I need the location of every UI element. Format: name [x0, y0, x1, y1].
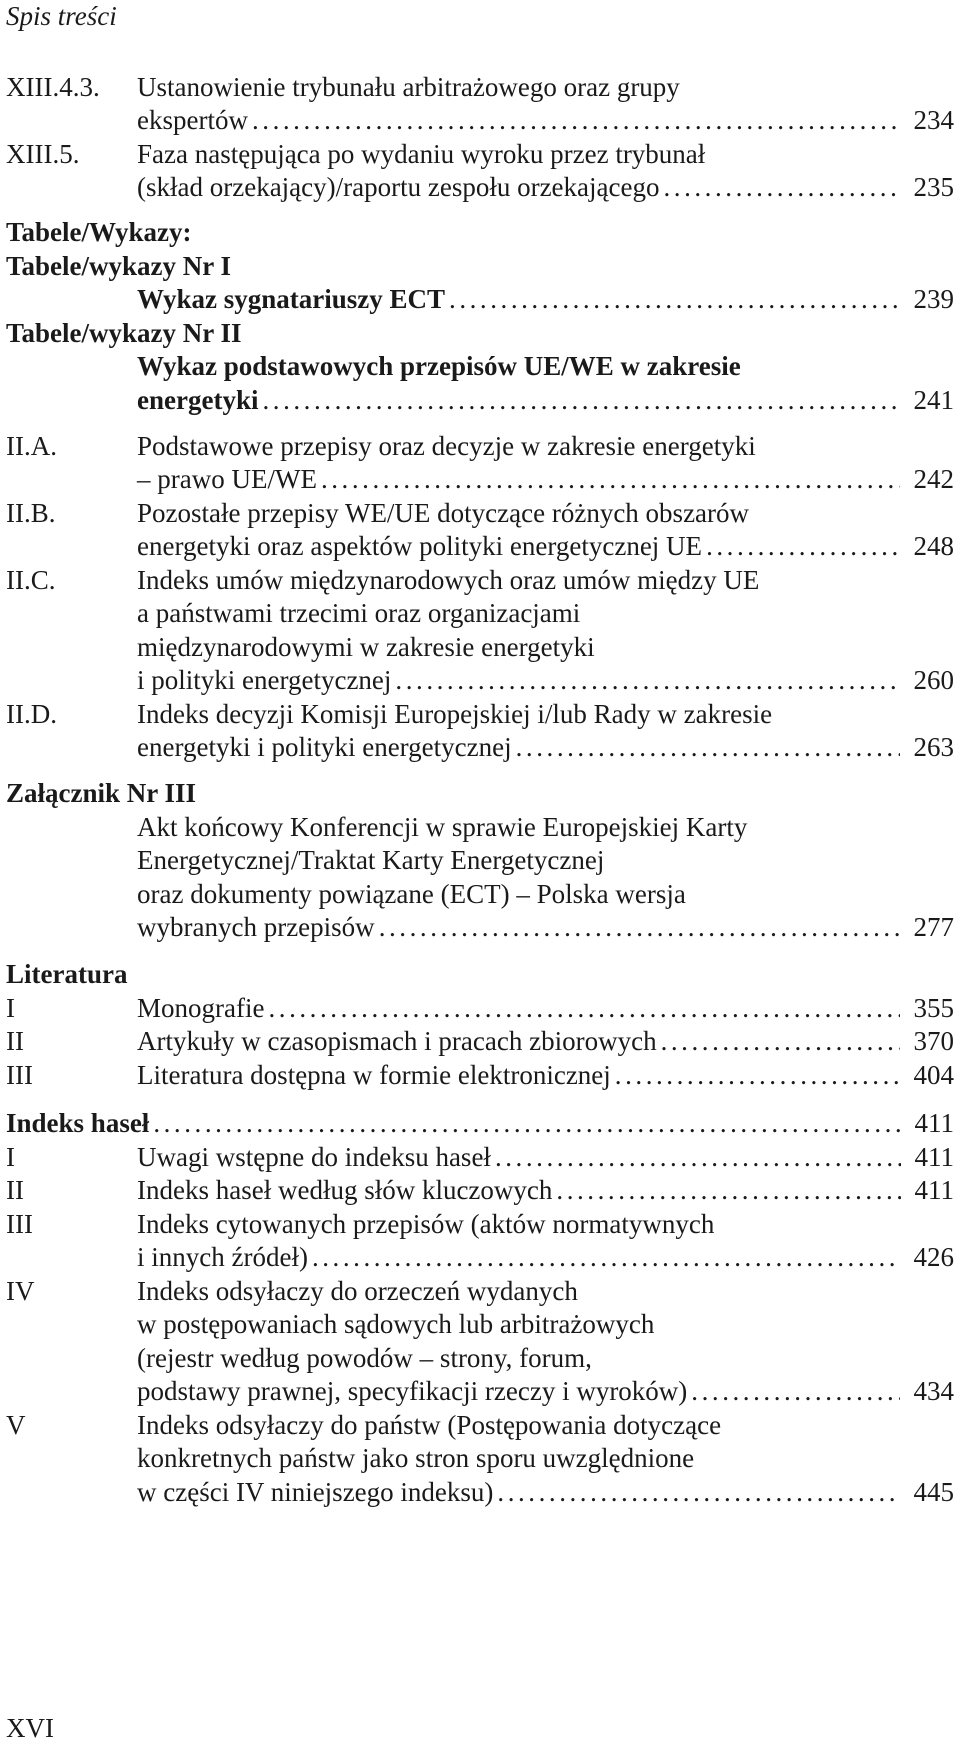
entry-title-cont: międzynarodowymi w zakresie energetyki [137, 632, 595, 662]
entry-title: Monografie [137, 993, 265, 1023]
entry-title: Indeks umów międzynarodowych oraz umów między UE [137, 565, 760, 595]
toc-entry-literatura-i[interactable] [6, 990, 954, 1026]
entry-title: Indeks haseł według słów kluczowych [137, 1175, 553, 1205]
entry-title: Pozostałe przepisy WE/UE dotyczące różnych obszarów [137, 498, 750, 528]
entry-number: XIII.5. [6, 139, 80, 169]
entry-number: V [6, 1410, 26, 1440]
page-number: 277 [913, 912, 954, 942]
toc-entry-wykaz-sygnatariuszy[interactable] [6, 281, 954, 317]
section-heading: Indeks haseł [6, 1108, 150, 1138]
entry-number: II.A. [6, 431, 57, 461]
page-number: 411 [914, 1108, 954, 1138]
toc-entry-literatura-iii[interactable] [6, 1057, 954, 1093]
entry-title: Literatura dostępna w formie elektronicznej [137, 1060, 611, 1090]
entry-number: I [6, 1142, 15, 1172]
dot-leader [391, 662, 899, 698]
dot-leader [264, 990, 899, 1026]
entry-title-cont: (skład orzekający)/raportu zespołu orzekającego [137, 172, 660, 202]
entry-number: II.C. [6, 565, 56, 595]
toc-entry-ii-b-cont[interactable] [6, 528, 954, 564]
page-number: 370 [913, 1026, 954, 1056]
dot-leader [308, 1239, 900, 1275]
entry-title: Akt końcowy Konferencji w sprawie Europejskiej Karty [137, 812, 748, 842]
page-number: 234 [913, 105, 954, 135]
page-number: 355 [913, 993, 954, 1023]
entry-title: Uwagi wstępne do indeksu haseł [137, 1142, 491, 1172]
toc-entry-indeks-hasel[interactable] [6, 1105, 954, 1141]
toc-entry-ii-c-line2[interactable] [6, 595, 954, 631]
entry-title-cont: oraz dokumenty powiązane (ECT) – Polska wersja [137, 879, 686, 909]
subsection-heading: Tabele/wykazy Nr II [6, 318, 242, 348]
page-number: 411 [914, 1175, 954, 1205]
toc-entry-indeks-iv[interactable] [6, 1273, 954, 1309]
section-heading: Załącznik Nr III [6, 778, 197, 808]
dot-leader [512, 729, 900, 765]
dot-leader [445, 281, 899, 317]
dot-leader [552, 1172, 900, 1208]
toc-entry-ii-c-line3[interactable] [6, 629, 954, 665]
subsection-heading-nr2 [6, 315, 954, 351]
entry-title: Indeks odsyłaczy do państw (Postępowania dotyczące [137, 1410, 722, 1440]
entry-number: III [6, 1060, 33, 1090]
toc-entry-ii-a[interactable] [6, 428, 954, 464]
entry-number: II [6, 1175, 24, 1205]
entry-title-cont: wybranych przepisów [137, 912, 375, 942]
dot-leader [659, 169, 899, 205]
page-number: 263 [913, 732, 954, 762]
entry-number: III [6, 1209, 33, 1239]
entry-title-cont: konkretnych państw jako stron sporu uwzględnione [137, 1443, 695, 1473]
dot-leader [258, 382, 899, 418]
entry-title-cont: energetyki i polityki energetycznej [137, 732, 512, 762]
page-footer-number: XVI [6, 1713, 54, 1743]
entry-title-cont: w postępowaniach sądowych lub arbitrażowych [137, 1309, 655, 1339]
entry-title-cont: (rejestr według powodów – strony, forum, [137, 1343, 592, 1373]
page-number: 242 [913, 464, 954, 494]
entry-title-cont: – prawo UE/WE [137, 464, 317, 494]
entry-title: Indeks decyzji Komisji Europejskiej i/lub Rady w zakresie [137, 699, 773, 729]
toc-entry-ii-c-line4[interactable] [6, 662, 954, 698]
toc-entry-indeks-v-line3[interactable] [6, 1474, 954, 1510]
dot-leader [248, 102, 900, 138]
toc-entry-ii-c[interactable] [6, 562, 954, 598]
toc-entry-wykaz-przepisow[interactable] [6, 348, 954, 384]
dot-leader [493, 1474, 899, 1510]
entry-title-cont: podstawy prawnej, specyfikacji rzeczy i wyroków) [137, 1376, 688, 1406]
entry-title-cont: i polityki energetycznej [137, 665, 392, 695]
entry-title-cont: w części IV niniejszego indeksu) [137, 1477, 494, 1507]
toc-entry-indeks-iv-line2[interactable] [6, 1306, 954, 1342]
dot-leader [149, 1105, 900, 1141]
entry-title: Artykuły w czasopismach i pracach zbiorowych [137, 1026, 657, 1056]
entry-title: Wykaz sygnatariuszy ECT [137, 284, 446, 314]
toc-entry-indeks-v[interactable] [6, 1407, 954, 1443]
running-header: Spis treści [6, 1, 117, 31]
page-number: 434 [913, 1376, 954, 1406]
section-heading-zalacznik [6, 775, 954, 811]
entry-title: Wykaz podstawowych przepisów UE/WE w zakresie [137, 351, 741, 381]
entry-title-cont: energetyki oraz aspektów polityki energetycznej UE [137, 531, 703, 561]
subsection-heading-nr1 [6, 248, 954, 284]
entry-title: Podstawowe przepisy oraz decyzje w zakresie energetyki [137, 431, 756, 461]
entry-title-cont: ekspertów [137, 105, 248, 135]
section-heading-tabele [6, 214, 954, 250]
dot-leader [657, 1023, 900, 1059]
toc-entry-xiii-4-3-cont[interactable] [6, 102, 954, 138]
toc-entry-xiii-4-3[interactable] [6, 69, 954, 105]
entry-title: Ustanowienie trybunału arbitrażowego oraz grupy [137, 72, 680, 102]
toc-entry-ii-b[interactable] [6, 495, 954, 531]
toc-entry-indeks-i[interactable] [6, 1139, 954, 1175]
entry-number: II [6, 1026, 24, 1056]
entry-title-cont: a państwami trzecimi oraz organizacjami [137, 598, 581, 628]
entry-title: Indeks cytowanych przepisów (aktów normatywnych [137, 1209, 715, 1239]
section-heading-literatura [6, 956, 954, 992]
section-heading: Literatura [6, 959, 128, 989]
dot-leader [687, 1373, 899, 1409]
toc-entry-indeks-iii-cont[interactable] [6, 1239, 954, 1275]
page-number: 241 [913, 385, 954, 415]
entry-number: IV [6, 1276, 35, 1306]
page-number: 239 [913, 284, 954, 314]
entry-title: Faza następująca po wydaniu wyroku przez trybunał [137, 139, 706, 169]
entry-number: II.D. [6, 699, 57, 729]
dot-leader [491, 1139, 901, 1175]
page-number: 404 [913, 1060, 954, 1090]
toc-entry-indeks-ii[interactable] [6, 1172, 954, 1208]
toc-entry-ii-d-cont[interactable] [6, 729, 954, 765]
page-number: 260 [913, 665, 954, 695]
toc-entry-ii-d[interactable] [6, 696, 954, 732]
entry-title-cont: Energetycznej/Traktat Karty Energetycznej [137, 845, 605, 875]
dot-leader [611, 1057, 900, 1093]
page-number: 235 [913, 172, 954, 202]
toc-entry-wykaz-przepisow-cont[interactable] [6, 382, 954, 418]
toc-entry-akt-koncowy-line2[interactable] [6, 842, 954, 878]
toc-entry-xiii-5-cont[interactable] [6, 169, 954, 205]
toc-entry-akt-koncowy-line4[interactable] [6, 909, 954, 945]
dot-leader [317, 461, 900, 497]
toc-entry-indeks-iv-line3[interactable] [6, 1340, 954, 1376]
subsection-heading: Tabele/wykazy Nr I [6, 251, 232, 281]
entry-title-cont: energetyki [137, 385, 259, 415]
dot-leader [702, 528, 899, 564]
toc-entry-literatura-ii[interactable] [6, 1023, 954, 1059]
toc-entry-xiii-5[interactable] [6, 136, 954, 172]
dot-leader [375, 909, 900, 945]
section-heading: Tabele/Wykazy: [6, 217, 192, 247]
page-number: 411 [914, 1142, 954, 1172]
entry-number: II.B. [6, 498, 56, 528]
toc-entry-indeks-iii[interactable] [6, 1206, 954, 1242]
entry-title: Indeks odsyłaczy do orzeczeń wydanych [137, 1276, 578, 1306]
entry-number: XIII.4.3. [6, 72, 100, 102]
page-number: 445 [913, 1477, 954, 1507]
toc-entry-ii-a-cont[interactable] [6, 461, 954, 497]
entry-title-cont: i innych źródeł) [137, 1242, 308, 1272]
toc-entry-akt-koncowy-line3[interactable] [6, 876, 954, 912]
page-number: 426 [913, 1242, 954, 1272]
toc-entry-indeks-v-line2[interactable] [6, 1440, 954, 1476]
toc-entry-akt-koncowy[interactable] [6, 809, 954, 845]
toc-entry-indeks-iv-line4[interactable] [6, 1373, 954, 1409]
page-number: 248 [913, 531, 954, 561]
entry-number: I [6, 993, 15, 1023]
